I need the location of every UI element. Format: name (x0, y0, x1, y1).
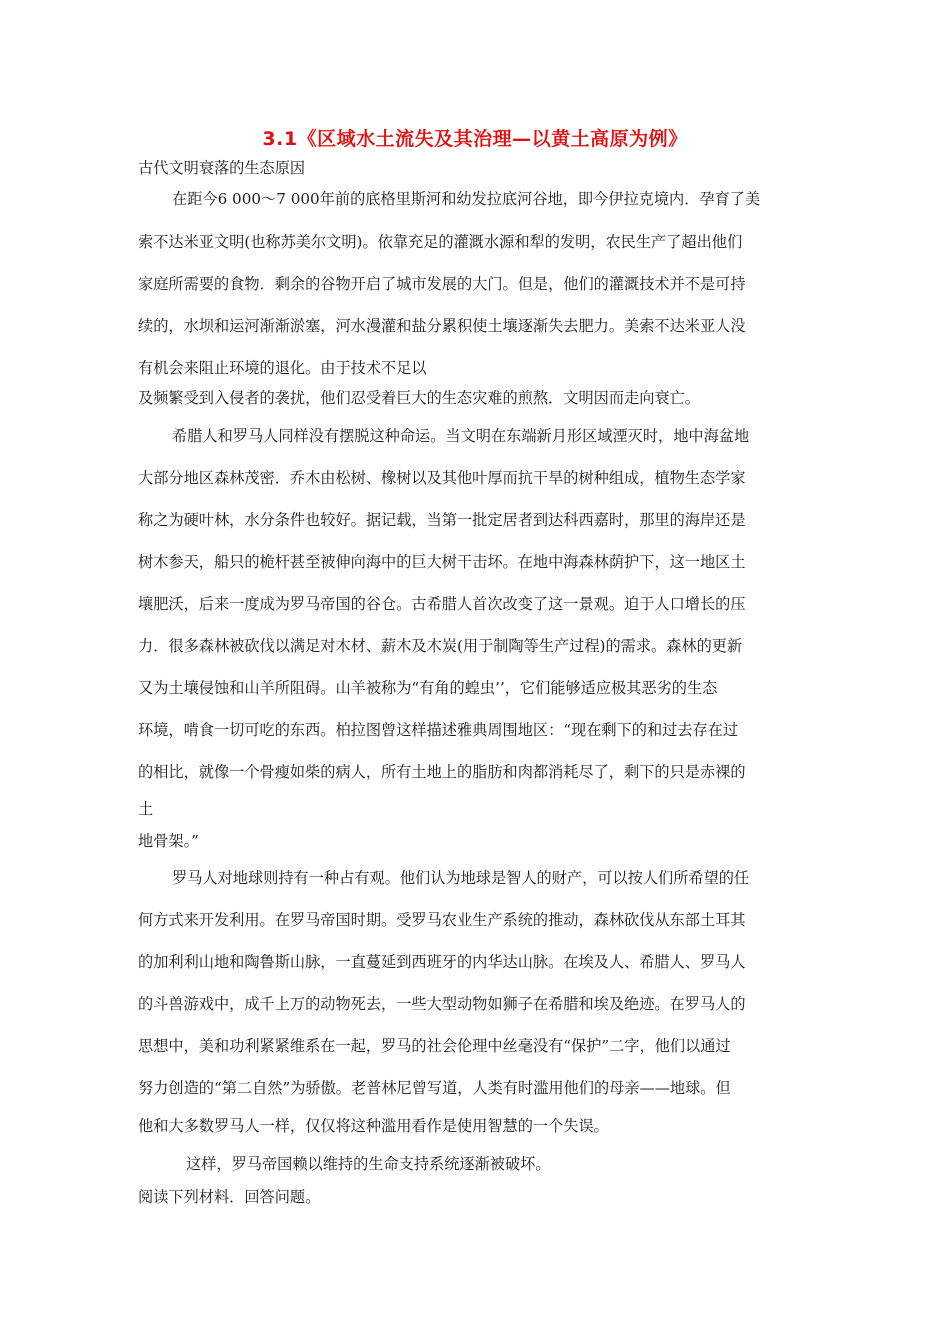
paragraph-line: 何方式来开发利用。在罗马帝国时期。受罗马农业生产系统的推动，森林砍伐从东部土耳其 (138, 911, 746, 929)
paragraph-line: 地骨架。” (138, 832, 199, 850)
paragraph-line: 又为土壤侵蚀和山羊所阻碍。山羊被称为“有角的蝗虫’’，它们能够适应极其恶劣的生态 (138, 679, 718, 697)
paragraph-line: 思想中，美和功利紧紧维系在一起，罗马的社会伦理中丝毫没有“保护”二字，他们以通过 (138, 1037, 731, 1055)
paragraph-line: 这样，罗马帝国赖以维持的生命支持系统逐渐被破坏。 (186, 1155, 551, 1173)
paragraph-line: 他和大多数罗马人一样，仅仅将这种滥用看作是使用智慧的一个失误。 (138, 1117, 609, 1135)
paragraph-line: 的加利利山地和陶鲁斯山脉，一直蔓延到西班牙的内华达山脉。在埃及人、希腊人、罗马人 (138, 953, 746, 971)
document-title: 3.1《区域水土流失及其治理—以黄土高原为例》 (262, 128, 688, 150)
paragraph-line: 在距今6 000～7 000年前的底格里斯河和幼发拉底河谷地，即今伊拉克境内．孕育了美 (172, 190, 761, 208)
paragraph-line: 土 (138, 800, 154, 818)
paragraph-line: 壤肥沃，后来一度成为罗马帝国的谷仓。古希腊人首次改变了这一景观。迫于人口增长的压 (138, 595, 746, 613)
paragraph-line: 称之为硬叶林，水分条件也较好。据记载，当第一批定居者到达科西嘉时，那里的海岸还是 (138, 511, 746, 529)
section-heading: 古代文明衰落的生态原因 (138, 159, 306, 177)
paragraph-line: 家庭所需要的食物．剩余的谷物开启了城市发展的大门。但是，他们的灌溉技术并不是可持 (138, 275, 746, 293)
paragraph-line: 的相比，就像一个骨瘦如柴的病人，所有土地上的脂肪和肉都消耗尽了，剩下的只是赤裸的 (138, 763, 746, 781)
paragraph-line: 索不达米亚文明(也称苏美尔文明)。依靠充足的灌溉水源和犁的发明，农民生产了超出他们 (138, 233, 743, 251)
paragraph-line: 努力创造的“第二自然”为骄傲。老普林尼曾写道，人类有时滥用他们的母亲——地球。但 (138, 1079, 731, 1097)
paragraph-line: 及频繁受到入侵者的袭扰，他们忍受着巨大的生态灾难的煎熬．文明因而走向衰亡。 (138, 389, 700, 407)
paragraph-line: 罗马人对地球则持有一种占有观。他们认为地球是智人的财产，可以按人们所希望的任 (172, 869, 750, 887)
paragraph-line: 树木参天，船只的桅杆甚至被伸向海中的巨大树干击坏。在地中海森林荫护下，这一地区土 (138, 553, 746, 571)
paragraph-line: 有机会来阻止环境的退化。由于技术不足以 (138, 359, 427, 377)
paragraph-line: 的斗兽游戏中，成千上万的动物死去，一些大型动物如狮子在希腊和埃及绝迹。在罗马人的 (138, 995, 746, 1013)
paragraph-line: 大部分地区森林茂密．乔木由松树、橡树以及其他叶厚而抗干旱的树种组成，植物生态学家 (138, 469, 746, 487)
paragraph-line: 力．很多森林被砍伐以满足对木材、薪木及木炭(用于制陶等生产过程)的需求。森林的更新 (138, 637, 743, 655)
paragraph-line: 环境，啃食一切可吃的东西。柏拉图曾这样描述雅典周围地区：“现在剩下的和过去存在过 (138, 721, 739, 739)
paragraph-line: 希腊人和罗马人同样没有摆脱这种命运。当文明在东端新月形区域湮灭时，地中海盆地 (172, 427, 750, 445)
paragraph-line: 阅读下列材料．回答问题。 (138, 1188, 321, 1206)
paragraph-line: 续的，水坝和运河渐渐淤塞，河水漫灌和盐分累积使土壤逐渐失去肥力。美索不达米亚人没 (138, 317, 746, 335)
